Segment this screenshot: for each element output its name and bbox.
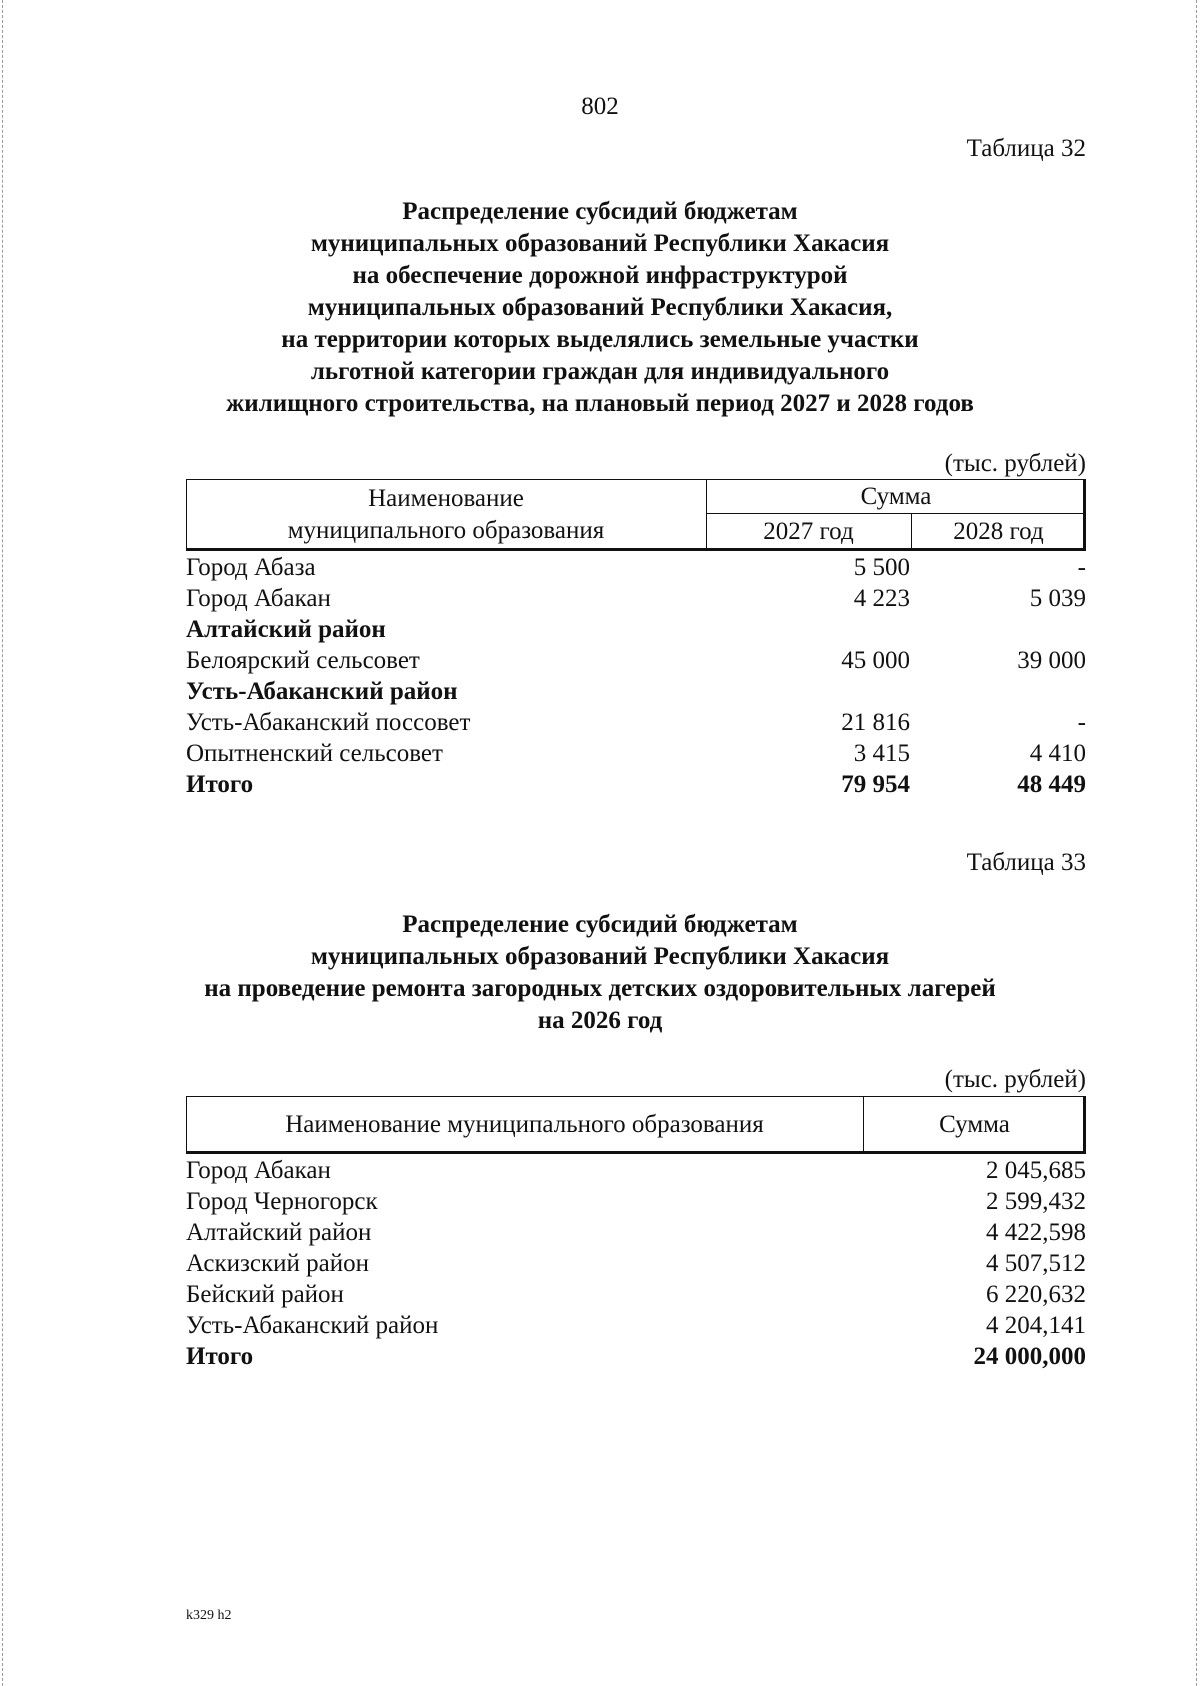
row-name: Аскизский район [186,1250,370,1277]
table32-title-line: льготной категории граждан для индивидуального [310,358,890,385]
row-value-2027: 45 000 [841,647,910,674]
table-row-total [186,1341,1086,1372]
table32-header-year-2028: 2028 год [953,518,1044,545]
table-row [186,1155,1086,1186]
table32-header-subdivider [706,513,1086,514]
table-row-total [186,769,1086,800]
row-name: Усть-Абаканский поссовет [186,709,471,736]
row-amount: 24 000,000 [973,1343,1086,1370]
row-amount: 2 045,685 [986,1157,1086,1184]
table32-header-name-line2: муниципального образования [287,517,605,544]
table32-title [0,196,1200,420]
row-name: Город Абакан [186,585,331,612]
row-value-2027: 3 415 [853,740,910,767]
table-row [186,1248,1086,1279]
row-value-2028: - [1077,554,1086,581]
table33-title-line: муниципальных образований Республики Хакасия [310,943,890,970]
table33-title-line: Распределение субсидий бюджетам [402,911,798,938]
table33-header-name: Наименование муниципального образования [285,1111,764,1138]
table32-units: (тыс. рублей) [944,450,1086,477]
table-row [186,707,1086,738]
table-row [186,552,1086,583]
table32-header-year-2027: 2027 год [763,518,854,545]
row-name: Усть-Абаканский район [186,678,458,705]
table32-caption: Таблица 32 [966,135,1086,162]
row-value-2028: 48 449 [1017,771,1086,798]
row-name: Итого [186,771,254,798]
table33-caption: Таблица 33 [966,849,1086,876]
row-value-2028: 5 039 [1029,585,1086,612]
row-value-2028: 39 000 [1017,647,1086,674]
row-name: Алтайский район [186,1219,372,1246]
row-amount: 2 599,432 [986,1188,1086,1215]
table32-title-line: жилищного строительства, на плановый период 2027 и 2028 годов [226,390,974,417]
table32-title-line: муниципальных образований Республики Хакасия, [307,294,893,321]
row-amount: 4 507,512 [986,1250,1086,1277]
row-amount: 6 220,632 [986,1281,1086,1308]
page-number: 802 [581,93,619,120]
table32-title-line: Распределение субсидий бюджетам [402,198,798,225]
table32-header-name-line1: Наименование [368,485,524,512]
row-value-2028: 4 410 [1029,740,1086,767]
row-name: Белоярский сельсовет [186,647,420,674]
row-value-2027: 4 223 [853,585,910,612]
row-name: Опытненский сельсовет [186,740,443,767]
table33-title [0,909,1200,1037]
table33-title-line: на проведение ремонта загородных детских оздоровительных лагерей [204,975,996,1002]
row-name: Город Черногорск [186,1188,378,1215]
table-row [186,1310,1086,1341]
table-row [186,583,1086,614]
row-amount: 4 204,141 [986,1312,1086,1339]
table32-title-line: на обеспечение дорожной инфраструктурой [352,262,848,289]
table-row-group-heading [186,614,1086,645]
table-row [186,1186,1086,1217]
table33-title-line: на 2026 год [537,1007,663,1034]
footer-document-code: k329 h2 [186,1608,232,1623]
row-name: Итого [186,1343,254,1370]
row-name: Бейский район [186,1281,344,1308]
table-row [186,738,1086,769]
row-name: Город Абаза [186,554,316,581]
table-row-group-heading [186,676,1086,707]
row-value-2028: - [1077,709,1086,736]
row-name: Алтайский район [186,616,386,643]
row-value-2027: 5 500 [853,554,910,581]
table-row [186,1217,1086,1248]
row-value-2027: 79 954 [841,771,910,798]
row-name: Город Абакан [186,1157,331,1184]
table-row [186,1279,1086,1310]
row-name: Усть-Абаканский район [186,1312,439,1339]
row-amount: 4 422,598 [986,1219,1086,1246]
table32-header-sum: Сумма [860,483,932,510]
table33-header-sum: Сумма [939,1111,1010,1138]
table-row [186,645,1086,676]
row-value-2027: 21 816 [841,709,910,736]
table33-units: (тыс. рублей) [944,1066,1086,1093]
table32-title-line: на территории которых выделялись земельные участки [281,326,919,353]
table32-title-line: муниципальных образований Республики Хакасия [310,230,890,257]
